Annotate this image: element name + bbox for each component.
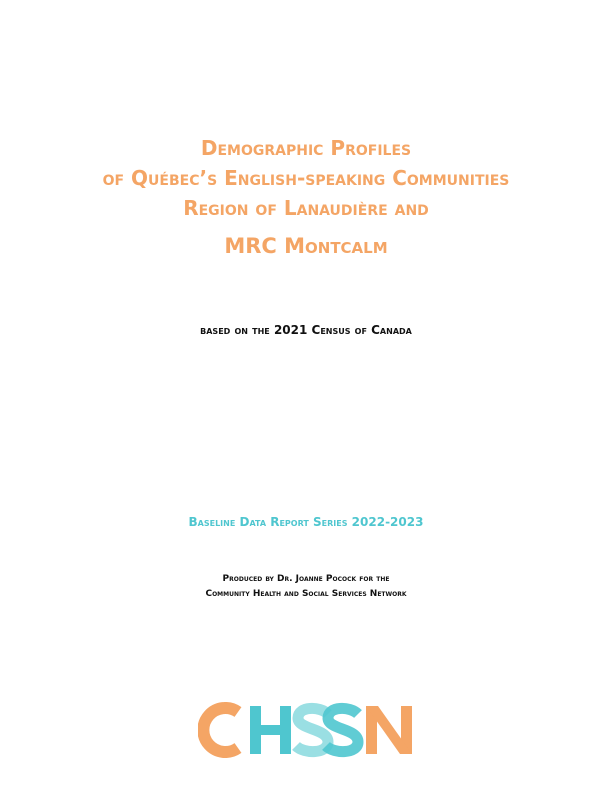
- chssn-logo: [198, 702, 414, 758]
- report-subtitle: based on the 2021 Census of Canada: [200, 323, 412, 337]
- title-line-3: Region of Lanaudière and: [183, 196, 429, 220]
- credits-line-2: Community Health and Social Services Network: [205, 589, 407, 599]
- report-credits: [0, 572, 612, 602]
- report-series: Baseline Data Report Series 2022-2023: [188, 515, 424, 529]
- title-line-4: MRC Montcalm: [224, 234, 388, 258]
- title-line-1: Demographic Profiles: [200, 136, 412, 160]
- credits-line-1: Produced by Dr. Joanne Pocock for the: [222, 574, 390, 584]
- title-line-2: of Québec’s English-speaking Communities: [102, 166, 510, 190]
- report-title: [0, 133, 612, 261]
